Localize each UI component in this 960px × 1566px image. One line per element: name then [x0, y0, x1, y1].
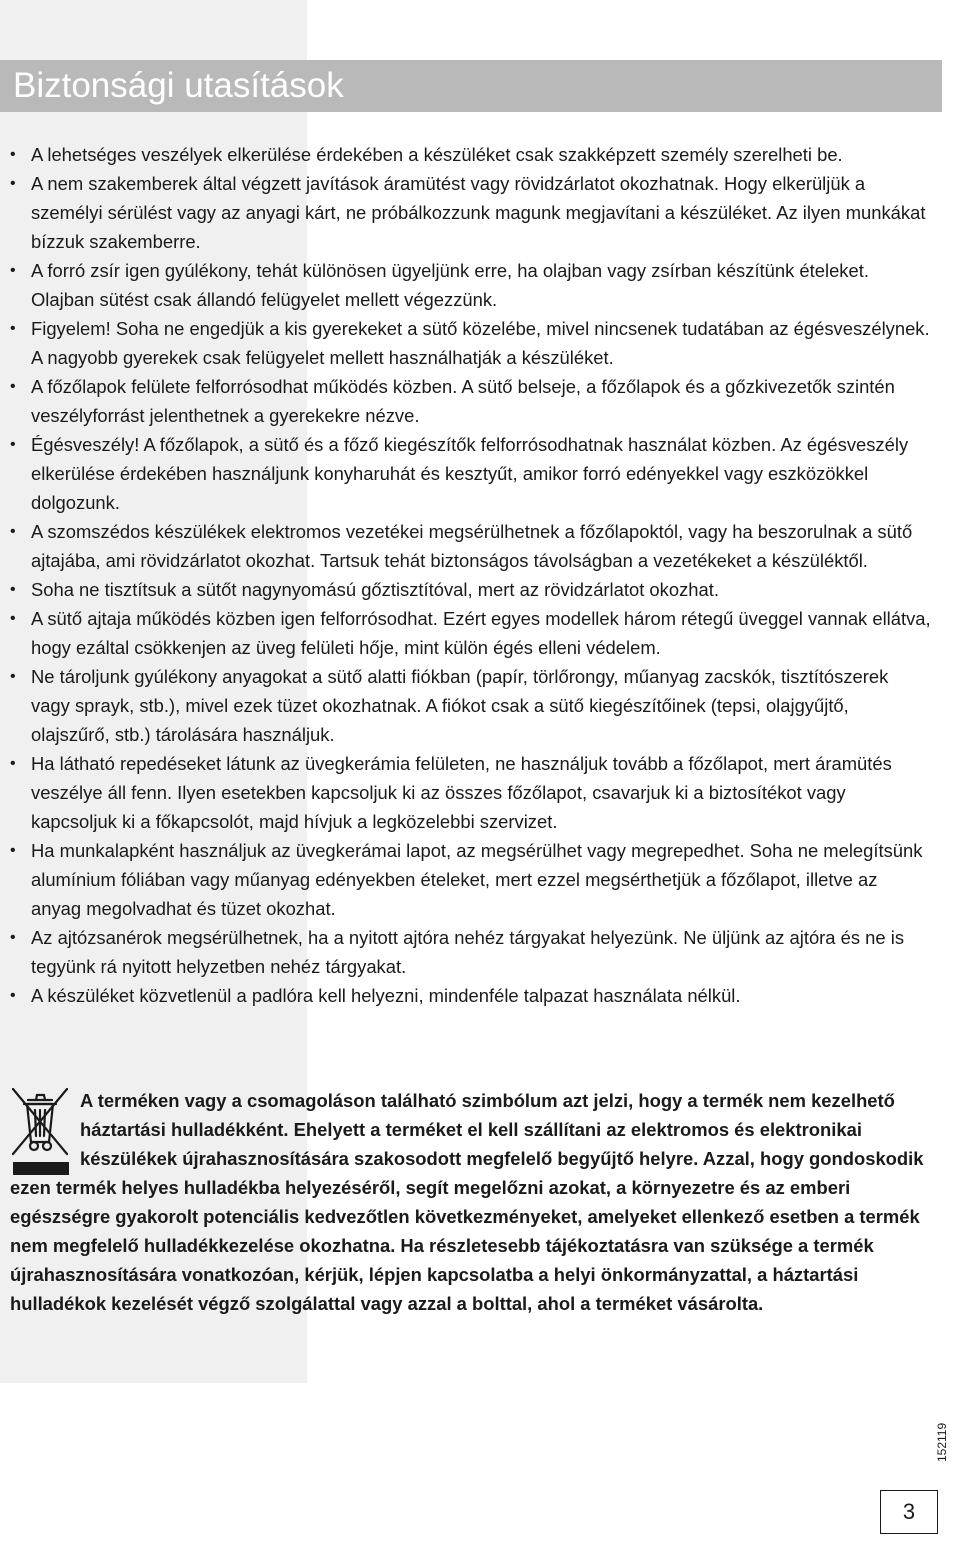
- list-item: • A készüléket közvetlenül a padlóra kell helyezni, mindenféle talpazat használata nélkül.: [10, 981, 932, 1010]
- list-item: • Soha ne tisztítsuk a sütőt nagynyomású gőztisztítóval, mert az rövidzárlatot okozhat.: [10, 575, 932, 604]
- weee-notice: [10, 1086, 932, 1318]
- list-item: • Égésveszély! A főzőlapok, a sütő és a főző kiegészítők felforrósodhatnak használat közben. Az égésveszély elkerülése érdekében használjunk konyharuhát és kesztyűt, amikor forró edényekkel vagy eszközökkel dolgozunk.: [10, 430, 932, 517]
- bullet: •: [10, 987, 16, 1004]
- list-item: • Az ajtózsanérok megsérülhetnek, ha a nyitott ajtóra nehéz tárgyakat helyezünk. Ne üljünk az ajtóra és ne is tegyünk rá nyitott helyzetben nehéz tárgyakat.: [10, 923, 932, 981]
- list-item: • A nem szakemberek által végzett javítások áramütést vagy rövidzárlatot okozhatnak. Hogy elkerüljük a személyi sérülést vagy az anyagi kárt, ne próbálkozzunk magunk megjavítani a készüléket. Az ilyen munkákat bízzuk szakemberre.: [10, 169, 932, 256]
- list-item: • A forró zsír igen gyúlékony, tehát különösen ügyeljünk erre, ha olajban vagy zsírban készítünk ételeket. Olajban sütést csak állandó felügyelet mellett végezzünk.: [10, 256, 932, 314]
- bullet: •: [10, 320, 16, 337]
- bullet: •: [10, 668, 16, 685]
- list-item: • Ha munkalapként használjuk az üvegkerámai lapot, az megsérülhet vagy megrepedhet. Soha ne melegítsünk alumínium fóliában vagy műanyag edényekben ételeket, mert ezzel megsérthetjük a főzőlapot, illetve az anyag megolvadhat és tüzet okozhat.: [10, 836, 932, 923]
- weee-text: A terméken vagy a csomagoláson található szimbólum azt jelzi, hogy a termék nem kezelhető háztartási hulladékként. Ehelyett a terméket el kell szállítani az elektromos és elektronikai készülékek újrahasznosítására szakosodott megfelelő begyűjtő helyre. Azzal, hogy gondoskodik ezen termék helyes hulladékba helyezéséről, segít megelőzni azokat, a környezetre és az emberi egészségre gyakorolt potenciális kedvezőtlen következményeket, amelyeket ellenkező esetben a termék nem megfelelő hulladékkezelése okozhatna. Ha részletesebb tájékoztatásra van szüksége a termék újrahasznosítására vonatkozóan, kérjük, lépjen kapcsolatba a helyi önkormányzattal, a háztartási hulladékok kezelését végző szolgálattal vagy azzal a bolttal, ahol a terméket vásárolta.: [10, 1090, 924, 1314]
- title-bar: [0, 60, 942, 112]
- bullet: •: [10, 146, 16, 163]
- bullet: •: [10, 842, 16, 859]
- page-number: 3: [880, 1490, 938, 1534]
- bullet: •: [10, 610, 16, 627]
- bullet: •: [10, 929, 16, 946]
- document-code: 152119: [935, 1422, 949, 1462]
- bullet: •: [10, 262, 16, 279]
- list-item: • A lehetséges veszélyek elkerülése érdekében a készüléket csak szakképzett személy szerelheti be.: [10, 140, 932, 169]
- page-title: Biztonsági utasítások: [13, 66, 344, 105]
- crossed-out-wheelie-bin-icon: [10, 1086, 70, 1178]
- bullet: •: [10, 436, 16, 453]
- list-item: • A főzőlapok felülete felforrósodhat működés közben. A sütő belseje, a főzőlapok és a gőzkivezetők szintén veszélyforrást jelenthetnek a gyerekekre nézve.: [10, 372, 932, 430]
- list-item: • A sütő ajtaja működés közben igen felforrósodhat. Ezért egyes modellek három rétegű üveggel vannak ellátva, hogy ezáltal csökkenjen az üveg felületi hője, mint külön égés elleni védelem.: [10, 604, 932, 662]
- list-item: • Ha látható repedéseket látunk az üvegkerámia felületen, ne használjuk tovább a főzőlapot, mert áramütés veszélye áll fenn. Ilyen esetekben kapcsoljuk ki az összes főzőlapot, csavarjuk ki a biztosítékot vagy kapcsoljuk ki a főkapcsolót, majd hívjuk a legközelebbi szervizet.: [10, 749, 932, 836]
- safety-list: [10, 140, 932, 1010]
- safety-section: [10, 140, 932, 1010]
- bullet: •: [10, 581, 16, 598]
- list-item: • Ne tároljunk gyúlékony anyagokat a sütő alatti fiókban (papír, törlőrongy, műanyag zacskók, tisztítószerek vagy sprayk, stb.), mivel ezek tüzet okozhatnak. A fiókot csak a sütő kiegészítőinek (tepsi, olajgyűjtő, olajszűrő, stb.) tárolására használjuk.: [10, 662, 932, 749]
- bullet: •: [10, 755, 16, 772]
- bullet: •: [10, 175, 16, 192]
- list-item: • A szomszédos készülékek elektromos vezetékei megsérülhetnek a főzőlapoktól, vagy ha beszorulnak a sütő ajtajába, ami rövidzárlatot okozhat. Tartsuk tehát biztonságos távolságban a vezetékeket a készüléktől.: [10, 517, 932, 575]
- bullet: •: [10, 523, 16, 540]
- list-item: • Figyelem! Soha ne engedjük a kis gyerekeket a sütő közelébe, mivel nincsenek tudatában az égésveszélynek. A nagyobb gyerekek csak felügyelet mellett használhatják a készüléket.: [10, 314, 932, 372]
- bullet: •: [10, 378, 16, 395]
